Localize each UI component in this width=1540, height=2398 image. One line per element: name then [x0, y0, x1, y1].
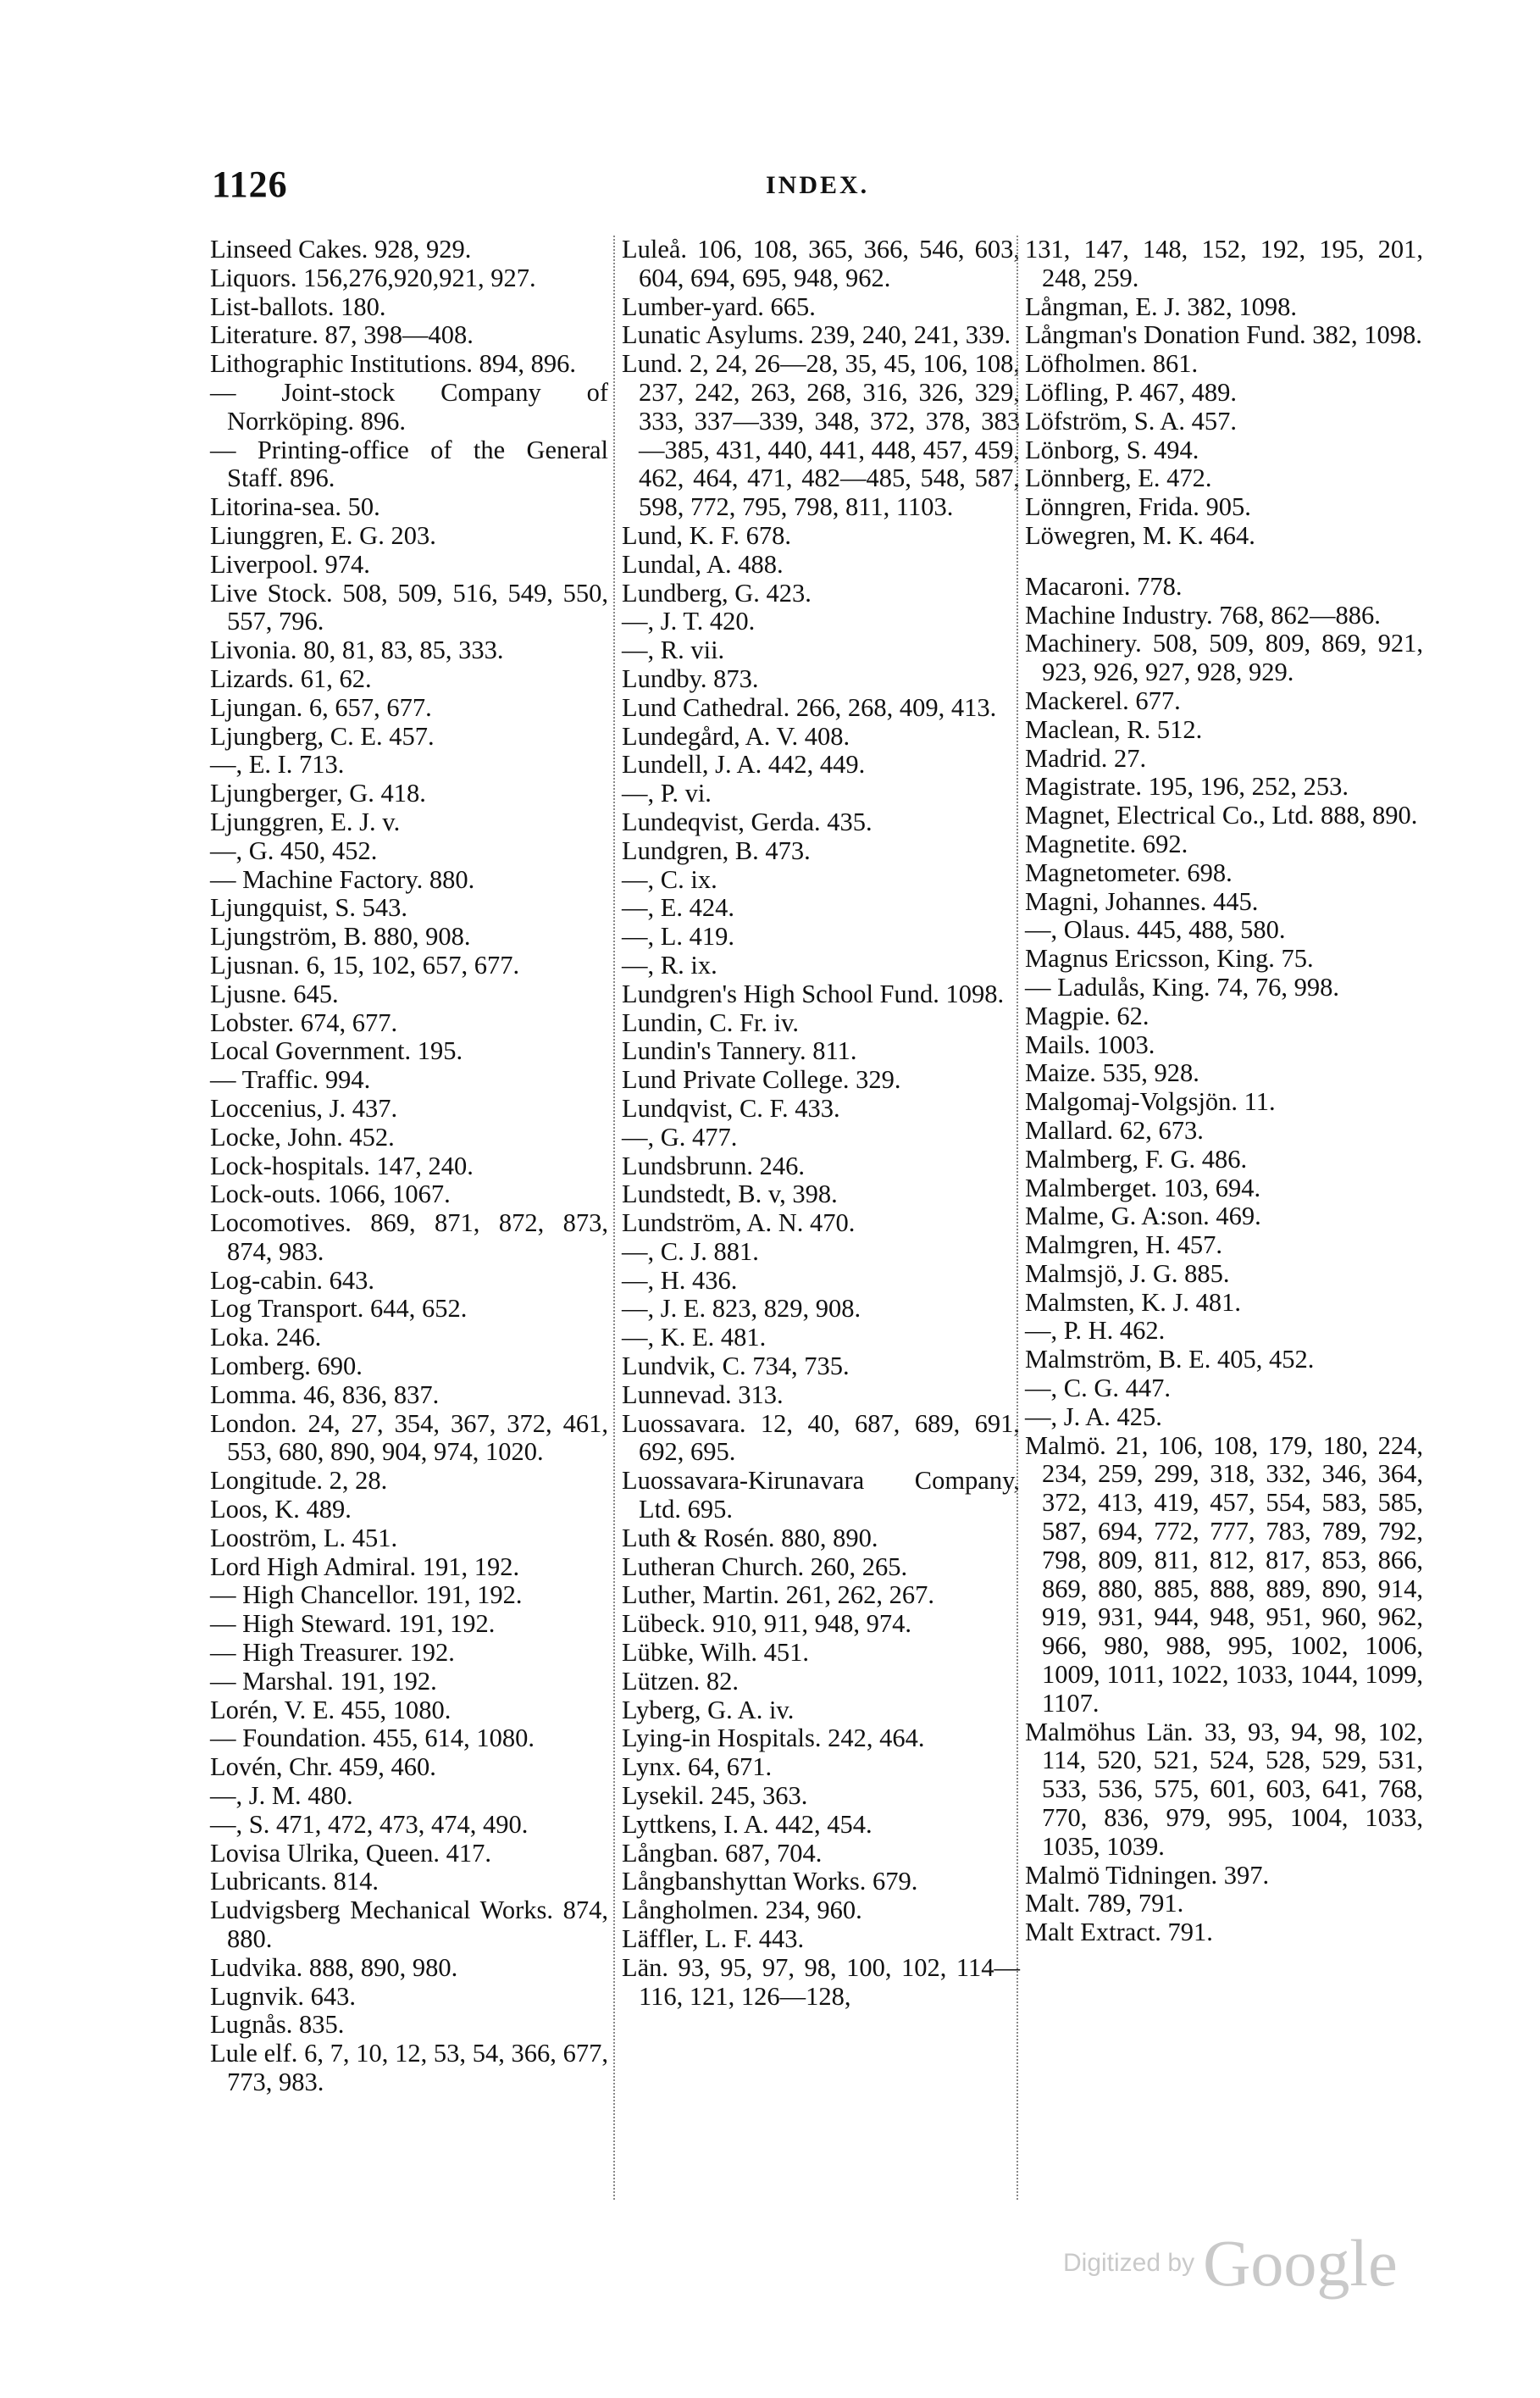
index-entry: Malmgren, H. 457.	[1025, 1230, 1222, 1260]
index-entry: Ljungberg, C. E. 457.	[210, 721, 435, 751]
index-entry: Luossavara-Kirunavara Company, Ltd. 695.	[622, 1466, 1020, 1524]
index-entry: Lovén, Chr. 459, 460.	[210, 1752, 436, 1782]
index-entry: Lying-in Hospitals. 242, 464.	[622, 1724, 925, 1753]
index-entry: Liunggren, E. G. 203.	[210, 520, 436, 550]
index-entry: —, Olaus. 445, 488, 580.	[1025, 915, 1286, 945]
index-entry: Ljungan. 6, 657, 677.	[210, 692, 432, 722]
index-entry: Långman, E. J. 382, 1098.	[1025, 291, 1298, 321]
index-entry: Lönnberg, E. 472.	[1025, 464, 1212, 493]
index-entry: —, C. ix.	[622, 864, 717, 894]
index-entry: Långbanshyttan Works. 679.	[622, 1867, 918, 1896]
index-entry: Longitude. 2, 28.	[210, 1466, 388, 1496]
index-entry: Lock-hospitals. 147, 240.	[210, 1151, 474, 1180]
digitization-watermark	[1063, 2225, 1398, 2301]
index-entry: —, E. I. 713.	[210, 750, 345, 780]
index-entry: —, J. T. 420.	[622, 607, 756, 636]
index-entry: Lundin, C. Fr. iv.	[622, 1007, 800, 1037]
index-entry: Linseed Cakes. 928, 929.	[210, 235, 472, 264]
index-entry: Län. 93, 95, 97, 98, 100, 102, 114—116, 121, 126—128,	[622, 1952, 1020, 2011]
index-entry: —, K. E. 481.	[622, 1323, 767, 1352]
index-entry: Liquors. 156,276,920,921, 927.	[210, 263, 536, 292]
index-entry: Långban. 687, 704.	[622, 1838, 823, 1868]
index-entry: Löfholmen. 861.	[1025, 349, 1199, 379]
index-entry: Ljungberger, G. 418.	[210, 779, 426, 808]
index-entry: —, G. 450, 452.	[210, 835, 378, 865]
running-title: INDEX.	[766, 171, 870, 199]
index-entry: — High Treasurer. 192.	[210, 1638, 455, 1668]
index-entry: Litorina-sea. 50.	[210, 492, 380, 522]
index-entry: Livonia. 80, 81, 83, 85, 333.	[210, 636, 504, 665]
index-entry: Ljungström, B. 880, 908.	[210, 922, 471, 952]
index-entry: Loka. 246.	[210, 1323, 322, 1352]
index-entry: — Ladulås, King. 74, 76, 998.	[1025, 972, 1340, 1002]
index-entry: Lovisa Ulrika, Queen. 417.	[210, 1838, 492, 1868]
index-entry: Malt Extract. 791.	[1025, 1918, 1213, 1947]
index-entry: — Machine Factory. 880.	[210, 864, 475, 894]
index-column-3	[1025, 236, 1423, 1947]
index-entry: Ljungquist, S. 543.	[210, 893, 408, 923]
index-entry: Magnetometer. 698.	[1025, 858, 1233, 887]
index-entry: Löwegren, M. K. 464.	[1025, 520, 1255, 550]
index-entry: — Foundation. 455, 614, 1080.	[210, 1724, 535, 1753]
index-entry: Lyberg, G. A. iv.	[622, 1695, 795, 1724]
index-entry: — Traffic. 994.	[210, 1065, 371, 1095]
index-entry: Magnus Ericsson, King. 75.	[1025, 944, 1314, 974]
index-entry: Malmö Tidningen. 397.	[1025, 1860, 1270, 1890]
index-entry: Lubricants. 814.	[210, 1867, 379, 1896]
index-entry: Live Stock. 508, 509, 516, 549, 550, 557, 796.	[210, 578, 608, 636]
column-divider-2	[1017, 236, 1018, 2200]
index-entry: Magpie. 62.	[1025, 1001, 1149, 1030]
index-entry: Lundvik, C. 734, 735.	[622, 1352, 850, 1381]
index-entry: —, R. vii.	[622, 636, 725, 665]
index-entry: Machinery. 508, 509, 809, 869, 921, 923, 926, 927, 928, 929.	[1025, 629, 1423, 687]
index-entry: Malgomaj-Volgsjön. 11.	[1025, 1087, 1276, 1117]
index-entry: —, H. 436.	[622, 1265, 738, 1295]
page-header	[212, 163, 1398, 214]
index-entry: Luth & Rosén. 880, 890.	[622, 1523, 878, 1552]
index-entry: Löfling, P. 467, 489.	[1025, 377, 1237, 407]
index-entry: Ljunggren, E. J. v.	[210, 807, 401, 836]
index-entry: Malmström, B. E. 405, 452.	[1025, 1345, 1315, 1374]
index-entry: Lund. 2, 24, 26—28, 35, 45, 106, 108, 237, 242, 263, 268, 316, 326, 329, 333, 337—339, 348, 372, 378, 383—385, 431, 440, 441, 448, 457, 459, 462, 464, 471, 482—485, 548, 587, 598, 772, 795, 798, 811, 1103.	[622, 349, 1020, 522]
index-entry: Lumber-yard. 665.	[622, 291, 816, 321]
index-entry: Magistrate. 195, 196, 252, 253.	[1025, 772, 1349, 802]
index-entry: Lund, K. F. 678.	[622, 520, 792, 550]
watermark-prefix: Digitized by	[1063, 2249, 1195, 2277]
index-entry	[1025, 551, 1423, 573]
index-entry: —, J. A. 425.	[1025, 1402, 1162, 1431]
index-entry: Loos, K. 489.	[210, 1495, 352, 1524]
index-column-2	[622, 236, 1020, 2011]
index-entry: Lundby. 873.	[622, 663, 759, 693]
index-entry: Lund Private College. 329.	[622, 1065, 901, 1095]
index-entry: Långman's Donation Fund. 382, 1098.	[1025, 320, 1422, 350]
index-entry: —, J. M. 480.	[210, 1781, 353, 1811]
index-entry: Mallard. 62, 673.	[1025, 1115, 1204, 1145]
index-entry: —, P. H. 462.	[1025, 1316, 1166, 1346]
page-number: 1126	[212, 164, 288, 205]
index-column-1	[210, 236, 608, 2097]
google-logo: Google	[1203, 2226, 1398, 2300]
index-entry: Magnetite. 692.	[1025, 829, 1188, 858]
index-entry: Luossavara. 12, 40, 687, 689, 691, 692, 695.	[622, 1408, 1020, 1467]
index-entry: Mails. 1003.	[1025, 1030, 1155, 1059]
index-entry: Lundström, A. N. 470.	[622, 1208, 856, 1238]
index-entry: —, E. 424.	[622, 893, 735, 923]
index-entry: Local Government. 195.	[210, 1036, 463, 1066]
index-entry: Malmöhus Län. 33, 93, 94, 98, 102, 114, 520, 521, 524, 528, 529, 531, 533, 536, 575, 601, 603, 641, 768, 770, 836, 979, 995, 1004, 1033, 1035, 1039.	[1025, 1717, 1423, 1861]
index-entry: Lorén, V. E. 455, 1080.	[210, 1695, 451, 1724]
index-entry: Lizards. 61, 62.	[210, 663, 372, 693]
index-entry: Lugnås. 835.	[210, 2010, 345, 2040]
index-entry: Lunatic Asylums. 239, 240, 241, 339.	[622, 320, 1011, 350]
index-entry: Magnet, Electrical Co., Ltd. 888, 890.	[1025, 801, 1418, 830]
index-entry: Lundal, A. 488.	[622, 549, 784, 579]
index-entry: — High Chancellor. 191, 192.	[210, 1580, 523, 1610]
index-entry: List-ballots. 180.	[210, 291, 386, 321]
index-entry: Ludvigsberg Mechanical Works. 874, 880.	[210, 1896, 608, 1954]
index-entry: Looström, L. 451.	[210, 1523, 398, 1552]
index-entry: Ljusne. 645.	[210, 979, 339, 1008]
index-entry: Malme, G. A:son. 469.	[1025, 1202, 1261, 1231]
index-entry: Liverpool. 974.	[210, 549, 370, 579]
index-entry: Lönngren, Frida. 905.	[1025, 492, 1251, 522]
index-entry: Lithographic Institutions. 894, 896.	[210, 349, 577, 379]
index-entry: —, C. J. 881.	[622, 1236, 759, 1266]
index-entry: —, P. vi.	[622, 779, 712, 808]
index-entry: Maclean, R. 512.	[1025, 714, 1203, 744]
index-entry: — Printing-office of the General Staff. 896.	[210, 435, 608, 493]
index-entry: London. 24, 27, 354, 367, 372, 461, 553, 680, 890, 904, 974, 1020.	[210, 1408, 608, 1467]
index-entry: Lobster. 674, 677.	[210, 1007, 398, 1037]
index-entry: Lützen. 82.	[622, 1666, 740, 1696]
index-entry: Lundegård, A. V. 408.	[622, 721, 850, 751]
index-entry: Löfström, S. A. 457.	[1025, 406, 1237, 436]
index-entry: Loccenius, J. 437.	[210, 1093, 398, 1123]
index-entry: Locke, John. 452.	[210, 1122, 395, 1152]
index-entry: Literature. 87, 398—408.	[210, 320, 474, 350]
index-entry: Malmö. 21, 106, 108, 179, 180, 224, 234, 259, 299, 318, 332, 346, 364, 372, 413, 419, 457, 554, 583, 585, 587, 694, 772, 777, 783, 789, 792, 798, 809, 811, 812, 817, 853, 866, 869, 880, 885, 888, 889, 890, 914, 919, 931, 944, 948, 951, 960, 962, 966, 980, 988, 995, 1002, 1006, 1009, 1011, 1022, 1033, 1044, 1099, 1107.	[1025, 1430, 1423, 1718]
index-entry: Lunnevad. 313.	[622, 1379, 784, 1409]
index-entry: Macaroni. 778.	[1025, 571, 1183, 601]
index-entry: —, L. 419.	[622, 922, 735, 952]
index-entry: —, J. E. 823, 829, 908.	[622, 1294, 861, 1324]
index-entry: Lundberg, G. 423.	[622, 578, 812, 608]
index-entry: Locomotives. 869, 871, 872, 873, 874, 983.	[210, 1208, 608, 1266]
index-entry: Malmberg, F. G. 486.	[1025, 1144, 1248, 1174]
index-entry: Lysekil. 245, 363.	[622, 1781, 808, 1811]
index-entry: Log Transport. 644, 652.	[210, 1294, 468, 1324]
index-entry: Lundsbrunn. 246.	[622, 1151, 806, 1180]
index-entry: Lübke, Wilh. 451.	[622, 1638, 810, 1668]
index-entry: Mackerel. 677.	[1025, 686, 1181, 715]
index-entry: Log-cabin. 643.	[210, 1265, 374, 1295]
index-entry: Lundell, J. A. 442, 449.	[622, 750, 866, 780]
index-entry: Lutheran Church. 260, 265.	[622, 1551, 908, 1581]
index-entry: Långholmen. 234, 960.	[622, 1896, 862, 1925]
index-entry: Lundgren's High School Fund. 1098.	[622, 979, 1005, 1008]
index-entry: Malt. 789, 791.	[1025, 1889, 1184, 1918]
index-entry: Lübeck. 910, 911, 948, 974.	[622, 1609, 911, 1639]
index-entry: Ljusnan. 6, 15, 102, 657, 677.	[210, 950, 520, 980]
index-entry: —, G. 477.	[622, 1122, 738, 1152]
index-entry: 131, 147, 148, 152, 192, 195, 201, 248, 259.	[1025, 235, 1423, 292]
index-entry: Läffler, L. F. 443.	[622, 1924, 805, 1954]
index-entry: —, R. ix.	[622, 950, 717, 980]
index-entry: Lönborg, S. 494.	[1025, 435, 1199, 464]
index-entry: Lundqvist, C. F. 433.	[622, 1093, 840, 1123]
index-entry: Lule elf. 6, 7, 10, 12, 53, 54, 366, 677, 773, 983.	[210, 2039, 608, 2096]
index-entry: Lomma. 46, 836, 837.	[210, 1379, 440, 1409]
index-entry: Lugnvik. 643.	[210, 1981, 356, 2011]
index-entry: — Marshal. 191, 192.	[210, 1666, 437, 1696]
index-entry: Malmsjö, J. G. 885.	[1025, 1258, 1230, 1288]
index-entry: Luther, Martin. 261, 262, 267.	[622, 1580, 934, 1610]
index-entry: Maize. 535, 928.	[1025, 1058, 1199, 1088]
index-entry: —, C. G. 447.	[1025, 1374, 1171, 1403]
index-entry: Lomberg. 690.	[210, 1352, 363, 1381]
index-entry: Lynx. 64, 671.	[622, 1752, 773, 1782]
index-entry: Lock-outs. 1066, 1067.	[210, 1180, 451, 1209]
index-entry: Malmsten, K. J. 481.	[1025, 1287, 1242, 1317]
index-entry: Lundeqvist, Gerda. 435.	[622, 807, 872, 836]
index-entry: Machine Industry. 768, 862—886.	[1025, 600, 1381, 630]
index-entry: —, S. 471, 472, 473, 474, 490.	[210, 1809, 529, 1839]
index-entry: Malmberget. 103, 694.	[1025, 1173, 1261, 1202]
index-entry: Lord High Admiral. 191, 192.	[210, 1551, 520, 1581]
column-divider-1	[613, 236, 615, 2200]
index-entry: Magni, Johannes. 445.	[1025, 886, 1259, 916]
index-entry: Lyttkens, I. A. 442, 454.	[622, 1809, 872, 1839]
index-entry: Madrid. 27.	[1025, 743, 1147, 773]
index-entry: Lund Cathedral. 266, 268, 409, 413.	[622, 692, 997, 722]
index-entry: — High Steward. 191, 192.	[210, 1609, 496, 1639]
index-entry: Lundgren, B. 473.	[622, 835, 811, 865]
index-entry: Luleå. 106, 108, 365, 366, 546, 603, 604, 694, 695, 948, 962.	[622, 235, 1020, 292]
index-entry: Ludvika. 888, 890, 980.	[210, 1952, 458, 1982]
index-entry: Lundstedt, B. v, 398.	[622, 1180, 838, 1209]
index-entry: Lundin's Tannery. 811.	[622, 1036, 857, 1066]
index-entry: — Joint-stock Company of Norrköping. 896.	[210, 377, 608, 436]
